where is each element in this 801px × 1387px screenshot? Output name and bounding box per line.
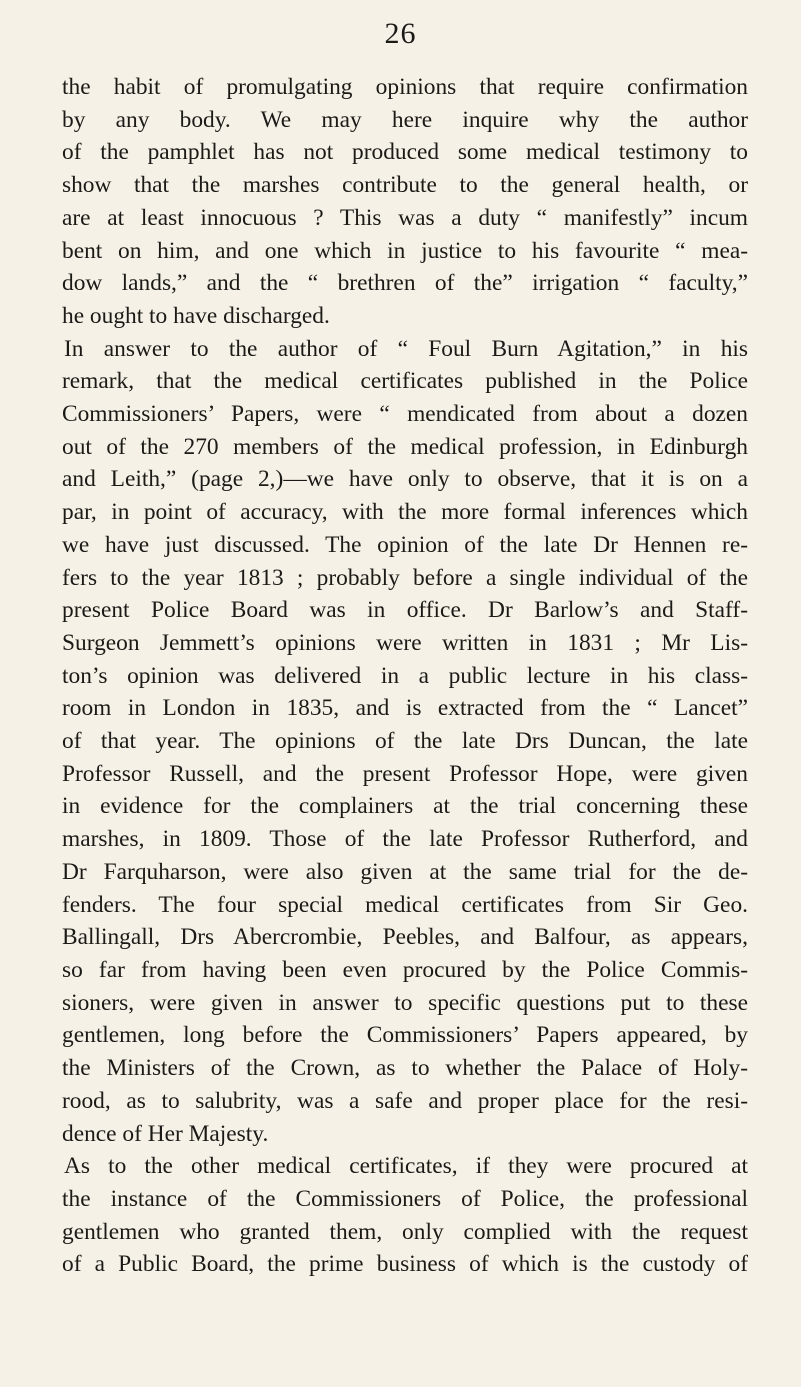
text-line: fers to the year 1813 ; probably before a single individual of the (62, 564, 748, 591)
text-line: show that the marshes contribute to the general health, or (62, 172, 748, 199)
text-line: the habit of promulgating opinions that require confirmation (62, 74, 748, 100)
text-line: of that year. The opinions of the late Drs Duncan, the late (62, 728, 748, 755)
text-line: Dr Farquharson, were also given at the same trial for the de- (62, 858, 748, 885)
text-line: gentlemen, long before the Commissioners’ Papers appeared, by (62, 1022, 748, 1049)
text-line: Commissioners’ Papers, were “ mendicated from about a dozen (62, 401, 748, 428)
text-line: remark, that the medical certificates published in the Police (62, 368, 748, 395)
text-line: gentlemen who granted them, only complied with the request (62, 1218, 748, 1245)
text-line: dence of Her Majesty. (62, 1120, 269, 1147)
text-line: Surgeon Jemmett’s opinions were written in 1831 ; Mr Lis- (62, 629, 748, 656)
text-line: in evidence for the complainers at the trial concerning these (62, 793, 748, 820)
text-line: are at least innocuous ? This was a duty “ manifestly” incum (62, 204, 748, 231)
body-text (62, 71, 748, 1281)
text-line: In answer to the author of “ Foul Burn Agitation,” in his (64, 335, 748, 362)
text-line: Ballingall, Drs Abercrombie, Peebles, and Balfour, as appears, (62, 924, 748, 951)
text-line: room in London in 1835, and is extracted from the “ Lancet” (62, 695, 748, 722)
text-line: we have just discussed. The opinion of the late Dr Hennen re- (62, 531, 748, 558)
text-line: of the pamphlet has not produced some medical testimony to (62, 139, 748, 166)
text-line: rood, as to salubrity, was a safe and proper place for the resi- (62, 1087, 748, 1114)
text-line: sioners, were given in answer to specific questions put to these (62, 989, 748, 1016)
text-line: Professor Russell, and the present Professor Hope, were given (62, 760, 748, 787)
text-line: As to the other medical certificates, if they were procured at (64, 1153, 748, 1180)
text-line: he ought to have discharged. (62, 302, 330, 329)
text-line: ton’s opinion was delivered in a public lecture in his class- (62, 662, 748, 689)
text-line: so far from having been even procured by the Police Commis- (62, 956, 748, 983)
text-line: fenders. The four special medical certificates from Sir Geo. (62, 891, 748, 918)
text-line: of a Public Board, the prime business of which is the custody of (62, 1251, 748, 1278)
text-line: bent on him, and one which in justice to his favourite “ mea- (62, 237, 748, 264)
text-line: the Ministers of the Crown, as to whether the Palace of Holy- (62, 1055, 748, 1082)
text-line: and Leith,” (page 2,)—we have only to observe, that it is on a (62, 466, 748, 493)
text-line: marshes, in 1809. Those of the late Professor Rutherford, and (62, 826, 748, 853)
text-line: dow lands,” and the “ brethren of the” irrigation “ faculty,” (62, 270, 748, 297)
page-number: 26 (384, 17, 417, 50)
text-line: out of the 270 members of the medical profession, in Edinburgh (62, 433, 748, 460)
text-line: by any body. We may here inquire why the author (62, 106, 748, 133)
text-line: par, in point of accuracy, with the more formal inferences which (62, 499, 748, 526)
text-line: the instance of the Commissioners of Police, the professional (62, 1185, 748, 1212)
text-line: present Police Board was in office. Dr Barlow’s and Staff- (62, 597, 748, 624)
